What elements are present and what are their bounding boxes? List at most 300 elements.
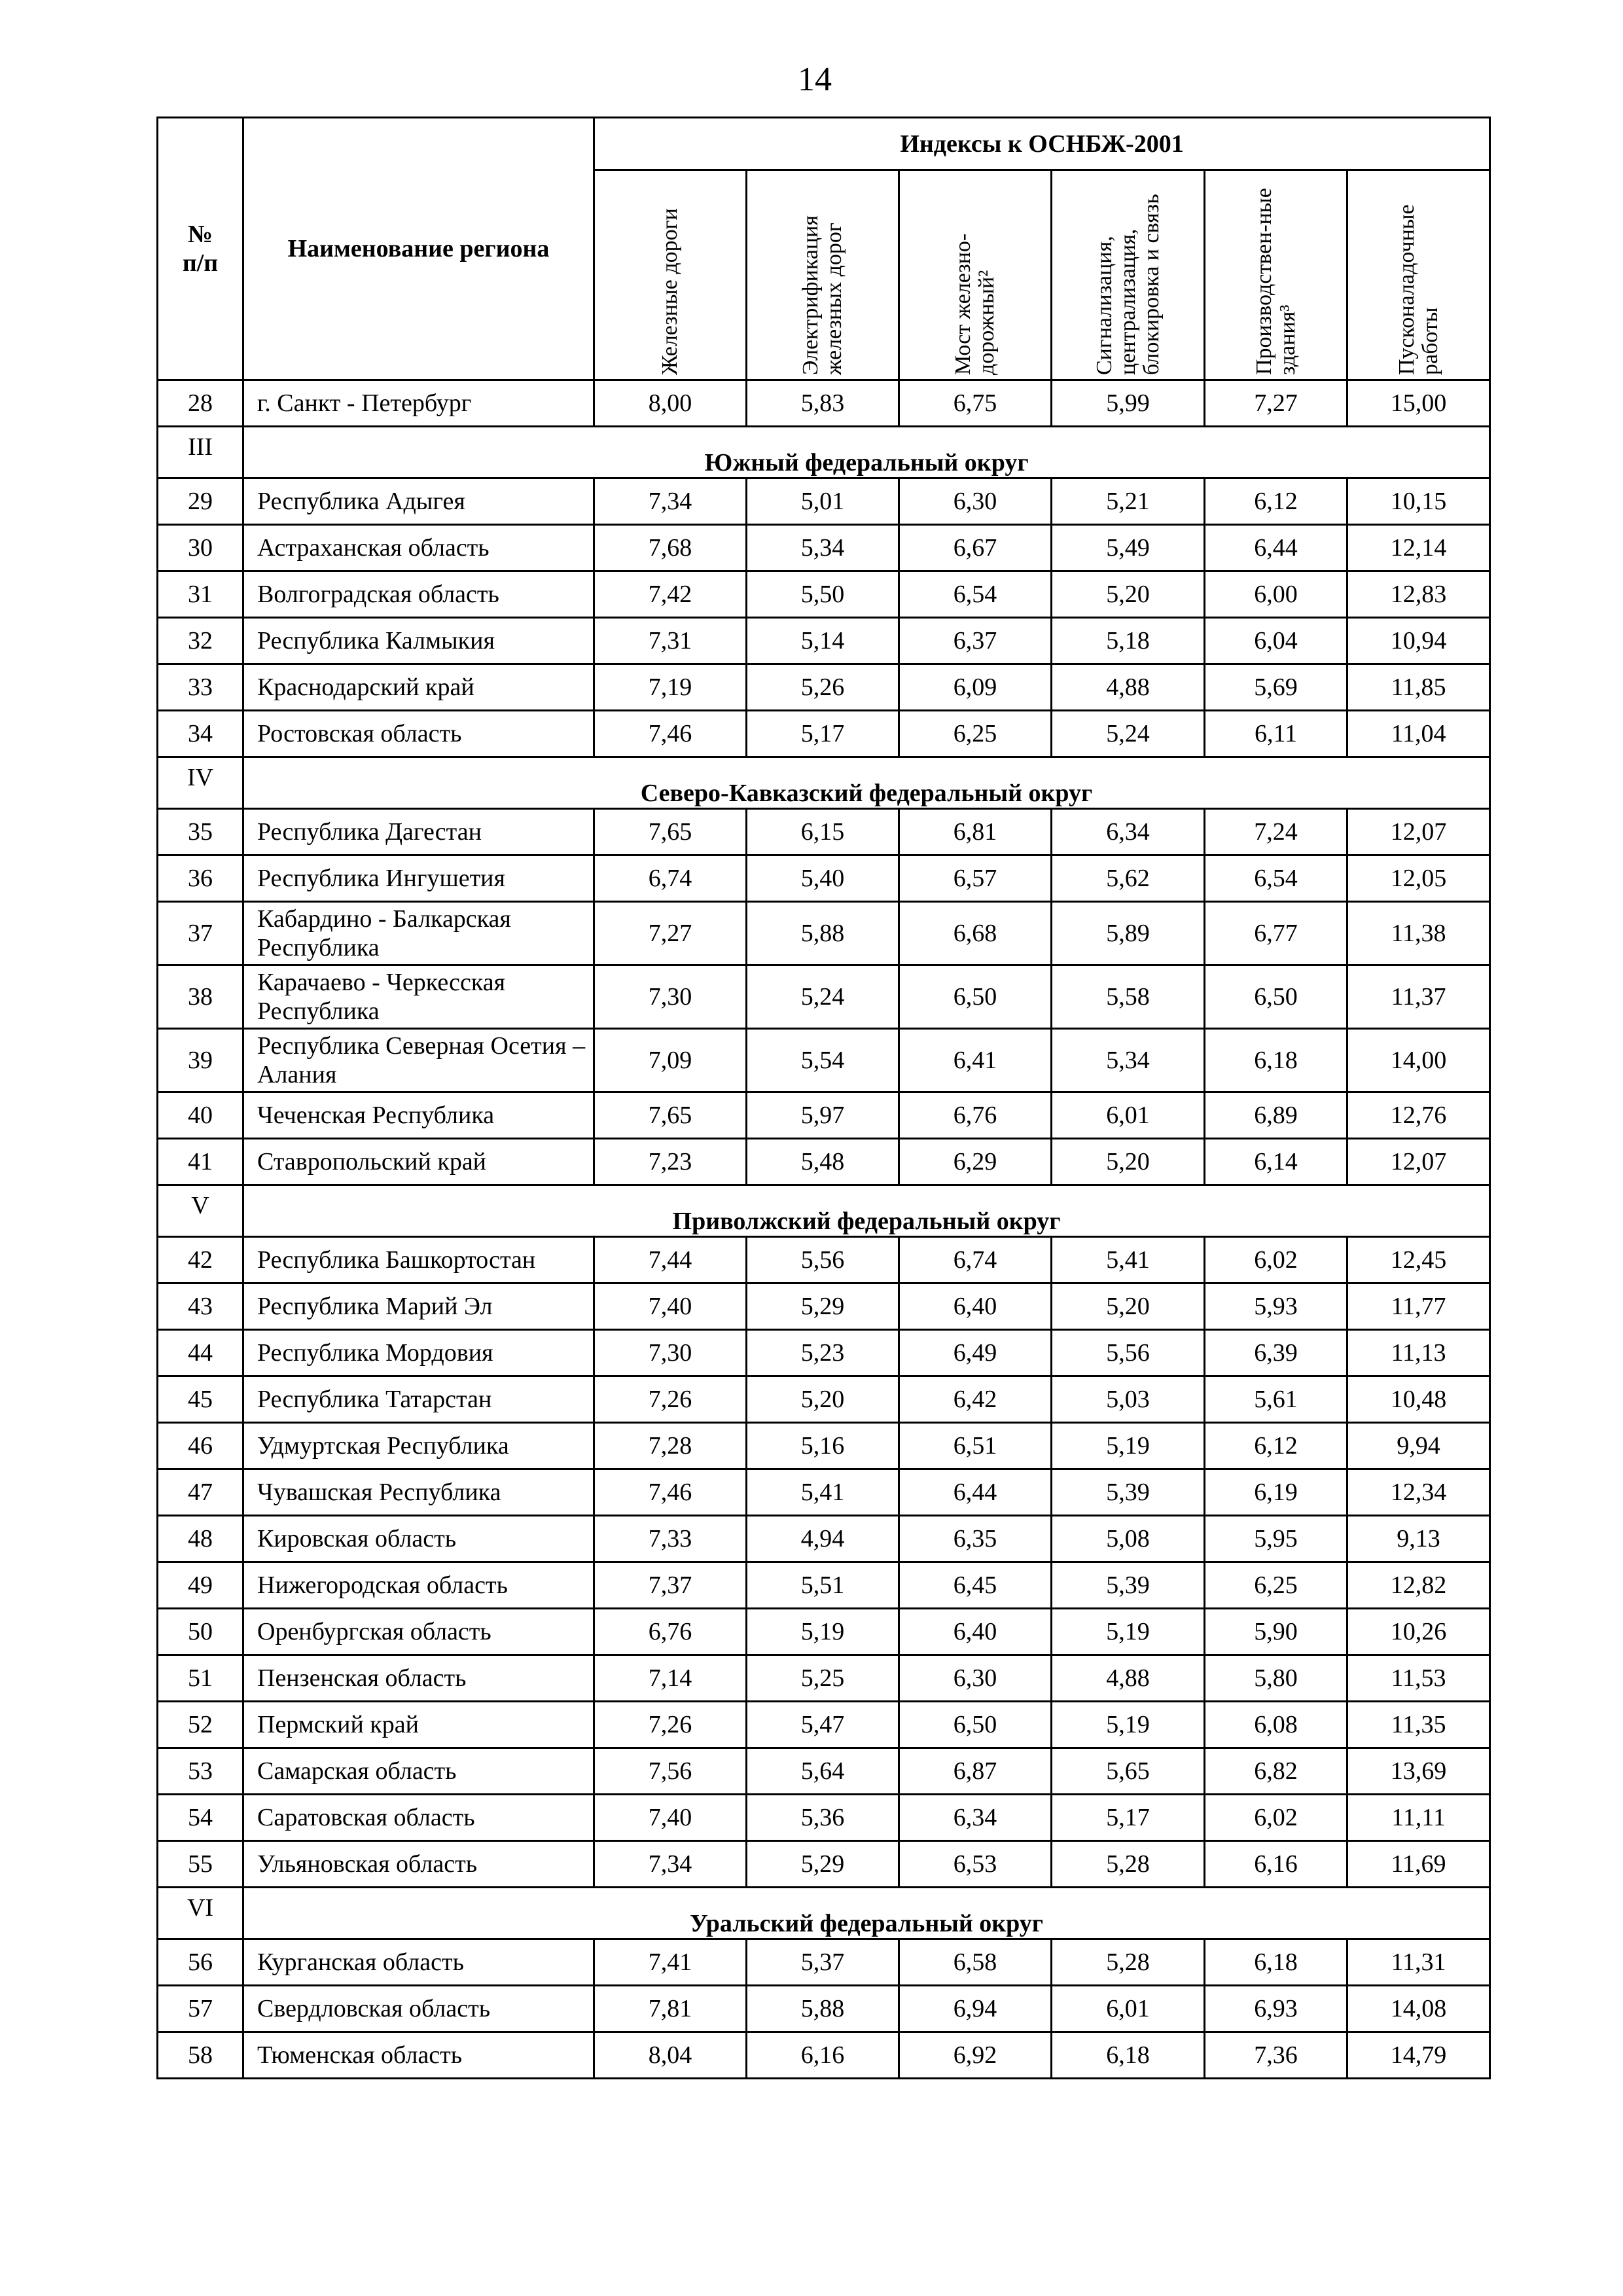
- index-value: 6,16: [1205, 1841, 1347, 1888]
- index-value: 12,83: [1347, 571, 1490, 618]
- region-name: Республика Татарстан: [243, 1376, 594, 1423]
- column-header-index-label: Пусконаладочные работы: [1394, 204, 1442, 375]
- index-value: 6,40: [899, 1283, 1052, 1330]
- index-value: 11,69: [1347, 1841, 1490, 1888]
- index-value: 5,41: [747, 1469, 899, 1516]
- index-value: 6,08: [1205, 1702, 1347, 1748]
- index-value: 5,89: [1052, 902, 1205, 965]
- region-name: Ульяновская область: [243, 1841, 594, 1888]
- index-value: 6,41: [899, 1029, 1052, 1092]
- region-name: Республика Мордовия: [243, 1330, 594, 1376]
- index-value: 7,24: [1205, 809, 1347, 855]
- row-number: 38: [158, 965, 243, 1029]
- index-value: 5,41: [1052, 1237, 1205, 1283]
- index-value: 7,27: [594, 902, 747, 965]
- column-header-index-label: Сигнализация, централизация, блокировка и связь: [1092, 194, 1164, 375]
- table-row: [158, 1562, 1490, 1609]
- index-value: 6,75: [899, 380, 1052, 427]
- index-value: 6,57: [899, 855, 1052, 902]
- index-value: 6,50: [899, 965, 1052, 1029]
- index-value: 5,95: [1205, 1516, 1347, 1562]
- region-name: Саратовская область: [243, 1795, 594, 1841]
- index-value: 7,41: [594, 1939, 747, 1986]
- index-value: 6,42: [899, 1376, 1052, 1423]
- index-value: 5,39: [1052, 1469, 1205, 1516]
- column-header-index-label: Электрификация железных дорог: [798, 215, 846, 375]
- index-value: 5,20: [1052, 571, 1205, 618]
- index-value: 6,76: [899, 1092, 1052, 1139]
- table-row: [158, 380, 1490, 427]
- region-name: Пензенская область: [243, 1655, 594, 1702]
- row-number: 52: [158, 1702, 243, 1748]
- index-value: 11,53: [1347, 1655, 1490, 1702]
- row-number: 50: [158, 1609, 243, 1655]
- row-number: 55: [158, 1841, 243, 1888]
- index-value: 6,77: [1205, 902, 1347, 965]
- index-value: 6,34: [1052, 809, 1205, 855]
- region-name: Республика Дагестан: [243, 809, 594, 855]
- index-value: 6,50: [899, 1702, 1052, 1748]
- row-number: 47: [158, 1469, 243, 1516]
- index-value: 6,25: [899, 711, 1052, 757]
- index-value: 7,26: [594, 1376, 747, 1423]
- index-value: 6,53: [899, 1841, 1052, 1888]
- region-name: Республика Калмыкия: [243, 618, 594, 664]
- region-name: Республика Башкортостан: [243, 1237, 594, 1283]
- column-header-region-name: Наименование региона: [243, 118, 594, 380]
- index-value: 6,40: [899, 1609, 1052, 1655]
- index-value: 6,87: [899, 1748, 1052, 1795]
- index-value: 6,04: [1205, 618, 1347, 664]
- index-value: 6,00: [1205, 571, 1347, 618]
- index-value: 5,08: [1052, 1516, 1205, 1562]
- column-header-index-1: [594, 170, 747, 380]
- index-value: 6,93: [1205, 1986, 1347, 2032]
- index-value: 5,88: [747, 1986, 899, 2032]
- index-value: 6,67: [899, 525, 1052, 571]
- row-number: 48: [158, 1516, 243, 1562]
- index-value: 4,88: [1052, 1655, 1205, 1702]
- row-number: 49: [158, 1562, 243, 1609]
- index-value: 6,15: [747, 809, 899, 855]
- row-number: 40: [158, 1092, 243, 1139]
- row-number: 43: [158, 1283, 243, 1330]
- index-value: 14,08: [1347, 1986, 1490, 2032]
- index-value: 12,14: [1347, 525, 1490, 571]
- table-row: [158, 571, 1490, 618]
- index-value: 6,18: [1205, 1939, 1347, 1986]
- index-value: 12,45: [1347, 1237, 1490, 1283]
- index-value: 7,65: [594, 1092, 747, 1139]
- index-value: 5,18: [1052, 618, 1205, 664]
- row-number: 35: [158, 809, 243, 855]
- table-row: [158, 1376, 1490, 1423]
- index-value: 5,29: [747, 1283, 899, 1330]
- index-value: 5,28: [1052, 1841, 1205, 1888]
- row-number: 53: [158, 1748, 243, 1795]
- index-value: 10,94: [1347, 618, 1490, 664]
- row-number: 56: [158, 1939, 243, 1986]
- index-value: 5,29: [747, 1841, 899, 1888]
- row-number: 57: [158, 1986, 243, 2032]
- index-value: 7,40: [594, 1283, 747, 1330]
- index-value: 6,54: [899, 571, 1052, 618]
- district-title: Южный федеральный округ: [243, 427, 1490, 478]
- column-header-index-label: Мост железно-дорожный²: [951, 233, 999, 375]
- index-value: 5,17: [747, 711, 899, 757]
- index-value: 6,81: [899, 809, 1052, 855]
- index-value: 5,19: [1052, 1423, 1205, 1469]
- index-value: 6,34: [899, 1795, 1052, 1841]
- index-value: 11,31: [1347, 1939, 1490, 1986]
- table-row: [158, 1516, 1490, 1562]
- index-value: 10,26: [1347, 1609, 1490, 1655]
- index-value: 12,34: [1347, 1469, 1490, 1516]
- index-value: 6,29: [899, 1139, 1052, 1185]
- index-value: 6,30: [899, 1655, 1052, 1702]
- row-number: 39: [158, 1029, 243, 1092]
- index-value: 7,30: [594, 965, 747, 1029]
- index-value: 11,11: [1347, 1795, 1490, 1841]
- region-name: Кировская область: [243, 1516, 594, 1562]
- district-row: [158, 757, 1490, 809]
- column-header-index-label: Железные дороги: [658, 208, 682, 375]
- table-row: [158, 1702, 1490, 1748]
- index-value: 11,35: [1347, 1702, 1490, 1748]
- row-number: 54: [158, 1795, 243, 1841]
- row-number: 51: [158, 1655, 243, 1702]
- index-value: 5,21: [1052, 478, 1205, 525]
- index-value: 6,92: [899, 2032, 1052, 2079]
- index-value: 6,50: [1205, 965, 1347, 1029]
- index-value: 12,76: [1347, 1092, 1490, 1139]
- index-value: 5,25: [747, 1655, 899, 1702]
- index-value: 5,56: [747, 1237, 899, 1283]
- index-value: 5,37: [747, 1939, 899, 1986]
- index-value: 5,14: [747, 618, 899, 664]
- index-value: 4,88: [1052, 664, 1205, 711]
- index-value: 8,04: [594, 2032, 747, 2079]
- index-value: 11,04: [1347, 711, 1490, 757]
- region-name: Курганская область: [243, 1939, 594, 1986]
- index-value: 6,09: [899, 664, 1052, 711]
- table-row: [158, 1655, 1490, 1702]
- index-value: 6,49: [899, 1330, 1052, 1376]
- index-value: 5,39: [1052, 1562, 1205, 1609]
- index-value: 13,69: [1347, 1748, 1490, 1795]
- row-number: 41: [158, 1139, 243, 1185]
- row-number: 42: [158, 1237, 243, 1283]
- index-value: 7,27: [1205, 380, 1347, 427]
- index-value: 6,02: [1205, 1237, 1347, 1283]
- row-number: 32: [158, 618, 243, 664]
- index-value: 5,54: [747, 1029, 899, 1092]
- index-value: 5,51: [747, 1562, 899, 1609]
- index-value: 7,34: [594, 1841, 747, 1888]
- row-number: 29: [158, 478, 243, 525]
- index-value: 5,19: [1052, 1702, 1205, 1748]
- column-header-index-3: [899, 170, 1052, 380]
- index-value: 14,79: [1347, 2032, 1490, 2079]
- region-name: Кабардино - Балкарская Республика: [243, 902, 594, 965]
- index-value: 12,82: [1347, 1562, 1490, 1609]
- index-value: 5,23: [747, 1330, 899, 1376]
- index-value: 6,02: [1205, 1795, 1347, 1841]
- table-row: [158, 1029, 1490, 1092]
- index-value: 7,23: [594, 1139, 747, 1185]
- index-value: 15,00: [1347, 380, 1490, 427]
- page-number: 14: [798, 61, 832, 98]
- index-value: 7,09: [594, 1029, 747, 1092]
- region-name: Удмуртская Республика: [243, 1423, 594, 1469]
- index-value: 11,77: [1347, 1283, 1490, 1330]
- index-value: 7,40: [594, 1795, 747, 1841]
- region-name: Чеченская Республика: [243, 1092, 594, 1139]
- index-value: 7,33: [594, 1516, 747, 1562]
- index-value: 5,26: [747, 664, 899, 711]
- table-row: [158, 809, 1490, 855]
- district-row: [158, 427, 1490, 478]
- table-row: [158, 1092, 1490, 1139]
- index-value: 7,37: [594, 1562, 747, 1609]
- table-row: [158, 1939, 1490, 1986]
- table-row: [158, 1841, 1490, 1888]
- index-value: 11,13: [1347, 1330, 1490, 1376]
- row-number: 30: [158, 525, 243, 571]
- index-value: 5,62: [1052, 855, 1205, 902]
- index-value: 5,28: [1052, 1939, 1205, 1986]
- region-name: Астраханская область: [243, 525, 594, 571]
- index-value: 6,45: [899, 1562, 1052, 1609]
- index-value: 5,20: [747, 1376, 899, 1423]
- row-number: 34: [158, 711, 243, 757]
- index-value: 5,97: [747, 1092, 899, 1139]
- region-name: Пермский край: [243, 1702, 594, 1748]
- index-value: 12,07: [1347, 809, 1490, 855]
- region-name: Тюменская область: [243, 2032, 594, 2079]
- district-title: Приволжский федеральный округ: [243, 1185, 1490, 1237]
- table-row: [158, 525, 1490, 571]
- row-number: 33: [158, 664, 243, 711]
- index-value: 7,46: [594, 1469, 747, 1516]
- index-value: 5,83: [747, 380, 899, 427]
- index-value: 5,88: [747, 902, 899, 965]
- table-row: [158, 1609, 1490, 1655]
- index-value: 5,93: [1205, 1283, 1347, 1330]
- index-value: 12,07: [1347, 1139, 1490, 1185]
- district-title: Уральский федеральный округ: [243, 1888, 1490, 1939]
- table-row: [158, 664, 1490, 711]
- index-value: 7,56: [594, 1748, 747, 1795]
- row-number: 31: [158, 571, 243, 618]
- region-name: Волгоградская область: [243, 571, 594, 618]
- index-value: 11,85: [1347, 664, 1490, 711]
- district-number: III: [158, 427, 243, 478]
- index-value: 5,58: [1052, 965, 1205, 1029]
- region-name: Краснодарский край: [243, 664, 594, 711]
- district-number: VI: [158, 1888, 243, 1939]
- index-value: 6,18: [1205, 1029, 1347, 1092]
- index-value: 6,51: [899, 1423, 1052, 1469]
- index-value: 6,68: [899, 902, 1052, 965]
- table-row: [158, 855, 1490, 902]
- index-value: 5,16: [747, 1423, 899, 1469]
- row-number: 46: [158, 1423, 243, 1469]
- column-header-index-6: [1347, 170, 1490, 380]
- district-row: [158, 1185, 1490, 1237]
- index-value: 6,19: [1205, 1469, 1347, 1516]
- index-value: 6,89: [1205, 1092, 1347, 1139]
- index-value: 5,69: [1205, 664, 1347, 711]
- index-value: 5,24: [747, 965, 899, 1029]
- index-value: 5,20: [1052, 1283, 1205, 1330]
- index-value: 6,11: [1205, 711, 1347, 757]
- table-row: [158, 1469, 1490, 1516]
- index-value: 5,50: [747, 571, 899, 618]
- index-value: 7,28: [594, 1423, 747, 1469]
- index-value: 6,18: [1052, 2032, 1205, 2079]
- index-value: 6,12: [1205, 478, 1347, 525]
- index-value: 6,37: [899, 618, 1052, 664]
- index-value: 5,17: [1052, 1795, 1205, 1841]
- district-number: IV: [158, 757, 243, 809]
- index-value: 5,34: [1052, 1029, 1205, 1092]
- index-value: 6,25: [1205, 1562, 1347, 1609]
- index-value: 5,49: [1052, 525, 1205, 571]
- index-value: 9,13: [1347, 1516, 1490, 1562]
- index-value: 5,47: [747, 1702, 899, 1748]
- index-value: 7,30: [594, 1330, 747, 1376]
- index-value: 5,80: [1205, 1655, 1347, 1702]
- region-name: Свердловская область: [243, 1986, 594, 2032]
- row-number: 45: [158, 1376, 243, 1423]
- table-row: [158, 965, 1490, 1029]
- index-value: 5,20: [1052, 1139, 1205, 1185]
- index-value: 7,31: [594, 618, 747, 664]
- row-number: 37: [158, 902, 243, 965]
- table-row: [158, 1423, 1490, 1469]
- column-header-index-label: Производствен-ные здания³: [1251, 188, 1300, 375]
- table-row: [158, 1748, 1490, 1795]
- index-value: 4,94: [747, 1516, 899, 1562]
- index-value: 7,44: [594, 1237, 747, 1283]
- index-value: 7,46: [594, 711, 747, 757]
- index-value: 5,19: [1052, 1609, 1205, 1655]
- index-value: 7,65: [594, 809, 747, 855]
- region-name: г. Санкт - Петербург: [243, 380, 594, 427]
- index-value: 6,44: [899, 1469, 1052, 1516]
- index-value: 5,99: [1052, 380, 1205, 427]
- index-value: 7,26: [594, 1702, 747, 1748]
- row-number: 28: [158, 380, 243, 427]
- index-value: 6,14: [1205, 1139, 1347, 1185]
- table-row: [158, 1237, 1490, 1283]
- index-value: 7,42: [594, 571, 747, 618]
- index-value: 8,00: [594, 380, 747, 427]
- table-row: [158, 478, 1490, 525]
- district-row: [158, 1888, 1490, 1939]
- index-value: 10,48: [1347, 1376, 1490, 1423]
- index-value: 5,65: [1052, 1748, 1205, 1795]
- index-value: 7,34: [594, 478, 747, 525]
- index-value: 5,01: [747, 478, 899, 525]
- index-value: 5,24: [1052, 711, 1205, 757]
- row-number: 58: [158, 2032, 243, 2079]
- district-number: V: [158, 1185, 243, 1237]
- region-name: Республика Ингушетия: [243, 855, 594, 902]
- region-name: Республика Марий Эл: [243, 1283, 594, 1330]
- table-row: [158, 618, 1490, 664]
- column-header-index-4: [1052, 170, 1205, 380]
- index-value: 6,30: [899, 478, 1052, 525]
- table-row: [158, 1139, 1490, 1185]
- table-row: [158, 902, 1490, 965]
- index-value: 7,81: [594, 1986, 747, 2032]
- index-value: 6,16: [747, 2032, 899, 2079]
- index-value: 7,19: [594, 664, 747, 711]
- index-value: 5,61: [1205, 1376, 1347, 1423]
- column-group-header-indices: Индексы к ОСНБЖ-2001: [594, 118, 1490, 170]
- index-value: 6,58: [899, 1939, 1052, 1986]
- index-value: 5,90: [1205, 1609, 1347, 1655]
- index-value: 6,82: [1205, 1748, 1347, 1795]
- index-value: 6,44: [1205, 525, 1347, 571]
- district-title: Северо-Кавказский федеральный округ: [243, 757, 1490, 809]
- index-value: 6,01: [1052, 1092, 1205, 1139]
- index-value: 5,03: [1052, 1376, 1205, 1423]
- index-value: 12,05: [1347, 855, 1490, 902]
- index-value: 10,15: [1347, 478, 1490, 525]
- table-row: [158, 1795, 1490, 1841]
- region-name: Республика Северная Осетия – Алания: [243, 1029, 594, 1092]
- region-name: Нижегородская область: [243, 1562, 594, 1609]
- index-value: 6,54: [1205, 855, 1347, 902]
- column-header-index-2: [747, 170, 899, 380]
- table-row: [158, 711, 1490, 757]
- index-value: 11,37: [1347, 965, 1490, 1029]
- table-row: [158, 1986, 1490, 2032]
- index-value: 6,12: [1205, 1423, 1347, 1469]
- row-number: 44: [158, 1330, 243, 1376]
- index-value: 5,48: [747, 1139, 899, 1185]
- index-value: 6,76: [594, 1609, 747, 1655]
- index-value: 7,14: [594, 1655, 747, 1702]
- index-value: 11,38: [1347, 902, 1490, 965]
- region-name: Ставропольский край: [243, 1139, 594, 1185]
- column-header-number: № п/п: [158, 118, 243, 380]
- index-value: 5,19: [747, 1609, 899, 1655]
- region-name: Оренбургская область: [243, 1609, 594, 1655]
- row-number: 36: [158, 855, 243, 902]
- index-value: 7,68: [594, 525, 747, 571]
- index-value: 6,35: [899, 1516, 1052, 1562]
- index-value: 9,94: [1347, 1423, 1490, 1469]
- index-value: 5,34: [747, 525, 899, 571]
- regional-indices-table: [156, 117, 1491, 2079]
- index-value: 5,64: [747, 1748, 899, 1795]
- index-value: 6,74: [594, 855, 747, 902]
- region-name: Карачаево - Черкесская Республика: [243, 965, 594, 1029]
- index-value: 5,56: [1052, 1330, 1205, 1376]
- index-value: 7,36: [1205, 2032, 1347, 2079]
- region-name: Республика Адыгея: [243, 478, 594, 525]
- index-value: 6,01: [1052, 1986, 1205, 2032]
- index-value: 6,39: [1205, 1330, 1347, 1376]
- table-row: [158, 1330, 1490, 1376]
- index-value: 6,94: [899, 1986, 1052, 2032]
- index-value: 5,36: [747, 1795, 899, 1841]
- region-name: Самарская область: [243, 1748, 594, 1795]
